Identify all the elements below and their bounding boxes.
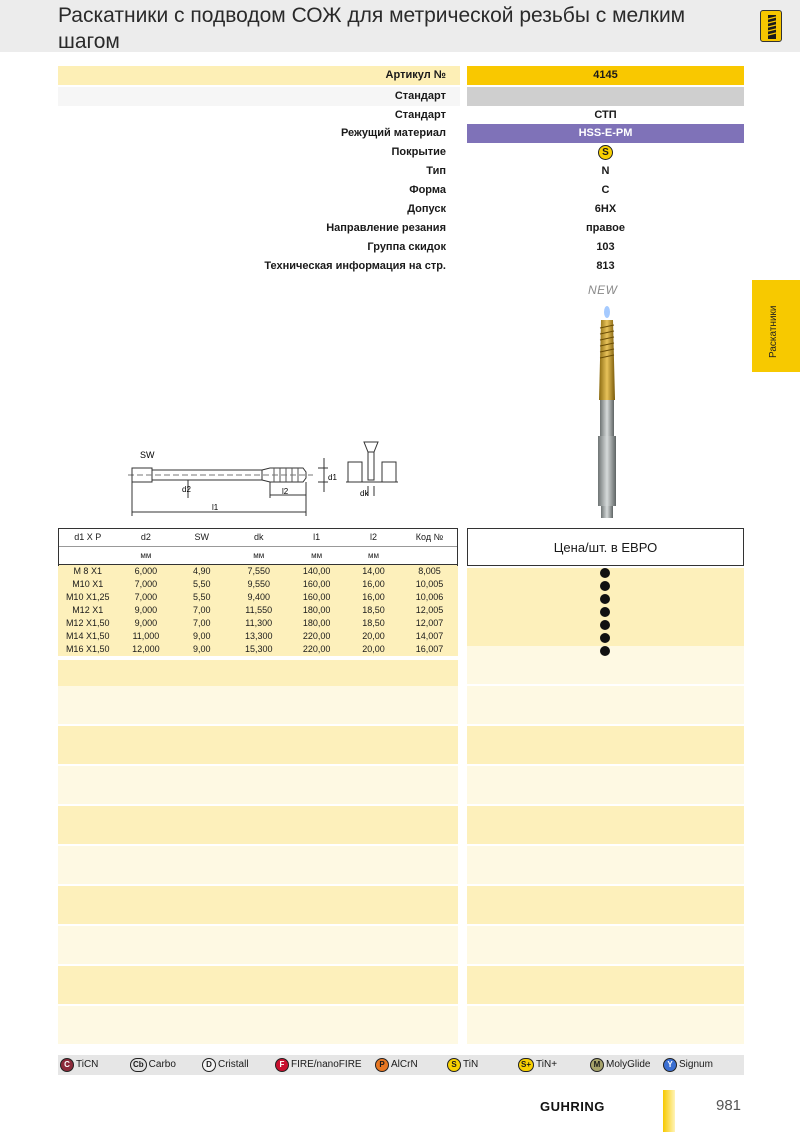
cell: 12,007 <box>415 617 444 628</box>
cell: 14,00 <box>362 565 385 576</box>
coating-carbo-icon: Cb <box>130 1058 147 1072</box>
attr-row-cutting-material <box>58 124 744 143</box>
attr-row-coating <box>58 143 744 162</box>
attr-label: Тип <box>426 165 446 177</box>
side-tab-label: Раскатники <box>768 305 779 358</box>
label-l2: l2 <box>282 487 289 496</box>
cell: 160,00 <box>302 591 331 602</box>
attr-value: 813 <box>596 260 615 272</box>
attr-row-type <box>58 162 744 181</box>
cell: M12 X1 <box>72 604 104 615</box>
attr-label: Допуск <box>407 203 446 215</box>
coating-alcrn-icon: P <box>375 1058 389 1072</box>
cell: M14 X1,50 <box>65 630 110 641</box>
cell: 6,000 <box>134 565 158 576</box>
brand-logo: GUHRING <box>540 1099 605 1114</box>
cell: 16,00 <box>362 578 385 589</box>
availability-markers <box>600 568 612 659</box>
col-header: d1 X P <box>58 528 118 546</box>
col-header: l2 <box>346 528 402 546</box>
price-band <box>467 686 744 724</box>
attr-row-standard-1 <box>58 87 744 106</box>
cell: 220,00 <box>302 630 331 641</box>
legend-label: TiCN <box>76 1059 99 1070</box>
cell: 9,00 <box>193 630 211 641</box>
table-row[interactable] <box>58 617 458 630</box>
legend-label: FIRE/nanoFIRE <box>291 1059 362 1070</box>
price-band <box>467 846 744 884</box>
col-header: SW <box>174 528 230 546</box>
cell: 7,00 <box>193 617 211 628</box>
cell: 180,00 <box>302 604 331 615</box>
availability-dot-icon[interactable] <box>600 568 610 578</box>
cell: 220,00 <box>302 643 331 654</box>
cell: 12,005 <box>415 604 444 615</box>
label-d1: d1 <box>328 473 337 482</box>
table-row[interactable] <box>58 643 458 656</box>
cell: 4,90 <box>193 565 211 576</box>
attr-value: 4145 <box>467 66 744 85</box>
coating-tin-icon: S <box>598 145 613 160</box>
legend-item-alcrn <box>375 1058 418 1072</box>
cell: 20,00 <box>362 630 385 641</box>
table-band <box>58 660 458 686</box>
attr-value: HSS-E-PM <box>467 124 744 143</box>
legend-label: Cristall <box>218 1059 249 1070</box>
legend-item-molyglide <box>590 1058 650 1072</box>
label-d2: d2 <box>182 485 191 494</box>
attr-label: Стандарт <box>58 87 460 106</box>
attr-label: Форма <box>409 184 446 196</box>
legend-item-carbo <box>130 1058 176 1072</box>
availability-dot-icon[interactable] <box>600 594 610 604</box>
label-dk: dk <box>360 489 369 498</box>
legend-label: Signum <box>679 1059 713 1070</box>
cell: 11,550 <box>245 604 273 615</box>
cell: M10 X1 <box>72 578 104 589</box>
attr-value: 103 <box>596 241 615 253</box>
table-band <box>58 686 458 724</box>
section-side-tab[interactable] <box>752 280 800 372</box>
table-row[interactable] <box>58 564 458 578</box>
price-band <box>467 726 744 764</box>
table-units-row <box>58 546 458 564</box>
cell: M 8 X1 <box>73 565 102 576</box>
cell: 10,005 <box>415 578 444 589</box>
unit-cell: мм <box>230 546 288 564</box>
cell: 9,400 <box>247 591 270 602</box>
table-band <box>58 806 458 844</box>
unit-cell: мм <box>288 546 346 564</box>
coating-cristall-icon: D <box>202 1058 216 1072</box>
table-band <box>58 726 458 764</box>
attr-row-standard-2 <box>58 106 744 125</box>
availability-dot-icon[interactable] <box>600 620 610 630</box>
coating-legend <box>58 1055 744 1075</box>
cell: M16 X1,50 <box>65 643 110 654</box>
cell: 9,550 <box>247 578 270 589</box>
attr-value: N <box>601 165 610 177</box>
attr-row-article <box>58 66 744 85</box>
table-band <box>58 1006 458 1044</box>
table-band <box>58 926 458 964</box>
table-band <box>58 846 458 884</box>
attr-value: СТП <box>594 109 617 121</box>
attr-label: Группа скидок <box>367 241 446 253</box>
attr-row-discount-group <box>58 238 744 257</box>
availability-dot-icon[interactable] <box>600 581 610 591</box>
unit-cell: мм <box>346 546 402 564</box>
unit-cell <box>174 546 230 564</box>
cell: 10,006 <box>415 591 444 602</box>
price-band <box>467 766 744 804</box>
attr-label: Направление резания <box>326 222 446 234</box>
price-band <box>467 1006 744 1044</box>
cell: 13,300 <box>244 630 273 641</box>
availability-dot-icon[interactable] <box>600 633 610 643</box>
attr-value: C <box>601 184 610 196</box>
legend-label: TiN <box>463 1059 479 1070</box>
cell: 7,550 <box>247 565 270 576</box>
cell: 5,50 <box>193 578 211 589</box>
legend-label: AlCrN <box>391 1059 418 1070</box>
page-title: Раскатники с подводом СОЖ для метрической резьбы с мелким шагом <box>58 4 686 53</box>
cell: 12,000 <box>132 643 160 654</box>
cell: 11,000 <box>132 630 160 641</box>
table-band <box>58 886 458 924</box>
cell: M12 X1,50 <box>65 617 110 628</box>
availability-dot-icon[interactable] <box>600 607 610 617</box>
coating-fire-icon: F <box>275 1058 289 1072</box>
col-header: dk <box>230 528 288 546</box>
legend-item-fire <box>275 1058 362 1072</box>
col-header: l1 <box>288 528 346 546</box>
attr-value: правое <box>586 222 625 234</box>
attr-label: Артикул № <box>58 66 460 85</box>
table-row[interactable] <box>58 630 458 643</box>
cell: 16,007 <box>415 643 444 654</box>
cell: 9,000 <box>134 604 158 615</box>
unit-cell: мм <box>118 546 174 564</box>
legend-label: Carbo <box>148 1059 176 1070</box>
cell: 20,00 <box>362 643 385 654</box>
cell: 7,000 <box>134 591 158 602</box>
table-band <box>58 966 458 1004</box>
attr-value: 6HX <box>594 203 617 215</box>
table-row[interactable] <box>58 604 458 617</box>
spec-table <box>58 528 458 656</box>
attr-label: Стандарт <box>394 109 446 121</box>
footer-accent-bar <box>663 1090 675 1132</box>
cell: 15,300 <box>244 643 273 654</box>
legend-item-ticn <box>60 1058 98 1072</box>
col-header: d2 <box>118 528 174 546</box>
cell: 7,000 <box>134 578 158 589</box>
attr-label: Покрытие <box>391 146 446 158</box>
cell: 5,50 <box>193 591 211 602</box>
attr-row-form <box>58 181 744 200</box>
price-column-header: Цена/шт. в ЕВРО <box>467 528 744 566</box>
coating-ticn-icon: C <box>60 1058 74 1072</box>
cell: 140,00 <box>302 565 331 576</box>
cell: 16,00 <box>362 591 385 602</box>
price-band <box>467 966 744 1004</box>
page-number: 981 <box>716 1097 742 1114</box>
price-band <box>467 926 744 964</box>
attr-label: Техническая информация на стр. <box>264 260 446 272</box>
legend-label: MolyGlide <box>606 1059 651 1070</box>
table-row[interactable] <box>58 578 458 591</box>
cell: 160,00 <box>302 578 331 589</box>
price-band <box>467 806 744 844</box>
cell: 7,00 <box>193 604 211 615</box>
legend-item-signum <box>663 1058 713 1072</box>
cell: 9,00 <box>193 643 211 654</box>
coating-molyglide-icon: M <box>590 1058 604 1072</box>
cell: 8,005 <box>418 565 441 576</box>
technical-drawing <box>128 440 408 523</box>
attr-row-tech-info <box>58 257 744 276</box>
legend-item-cristall <box>202 1058 249 1072</box>
price-band <box>467 886 744 924</box>
cell: 180,00 <box>302 617 331 628</box>
coating-tin-plus-icon: S+ <box>518 1058 534 1072</box>
cell: 9,000 <box>134 617 158 628</box>
cell: 18,50 <box>362 604 385 615</box>
attr-row-cutting-direction <box>58 219 744 238</box>
unit-cell <box>58 546 118 564</box>
tool-photo <box>590 300 624 527</box>
table-band <box>58 766 458 804</box>
attr-label: Режущий материал <box>340 127 446 139</box>
coating-signum-icon: Y <box>663 1058 677 1072</box>
cell: M10 X1,25 <box>65 591 110 602</box>
legend-label: TiN+ <box>536 1059 558 1070</box>
cell: 11,300 <box>245 617 273 628</box>
label-sw: SW <box>140 450 155 460</box>
attr-value <box>467 87 744 106</box>
label-l1: l1 <box>212 503 219 512</box>
cell: 18,50 <box>362 617 385 628</box>
coating-tin-icon: S <box>447 1058 461 1072</box>
table-header-row <box>58 528 458 546</box>
unit-cell <box>402 546 458 564</box>
table-row[interactable] <box>58 591 458 604</box>
thread-tool-icon <box>760 10 782 42</box>
attr-value <box>467 143 744 162</box>
cell: 14,007 <box>415 630 444 641</box>
availability-dot-icon[interactable] <box>600 646 610 656</box>
legend-item-tin-plus <box>518 1058 557 1072</box>
legend-item-tin <box>447 1058 478 1072</box>
new-badge: NEW <box>588 283 618 297</box>
attr-row-tolerance <box>58 200 744 219</box>
col-header: Код № <box>402 528 458 546</box>
